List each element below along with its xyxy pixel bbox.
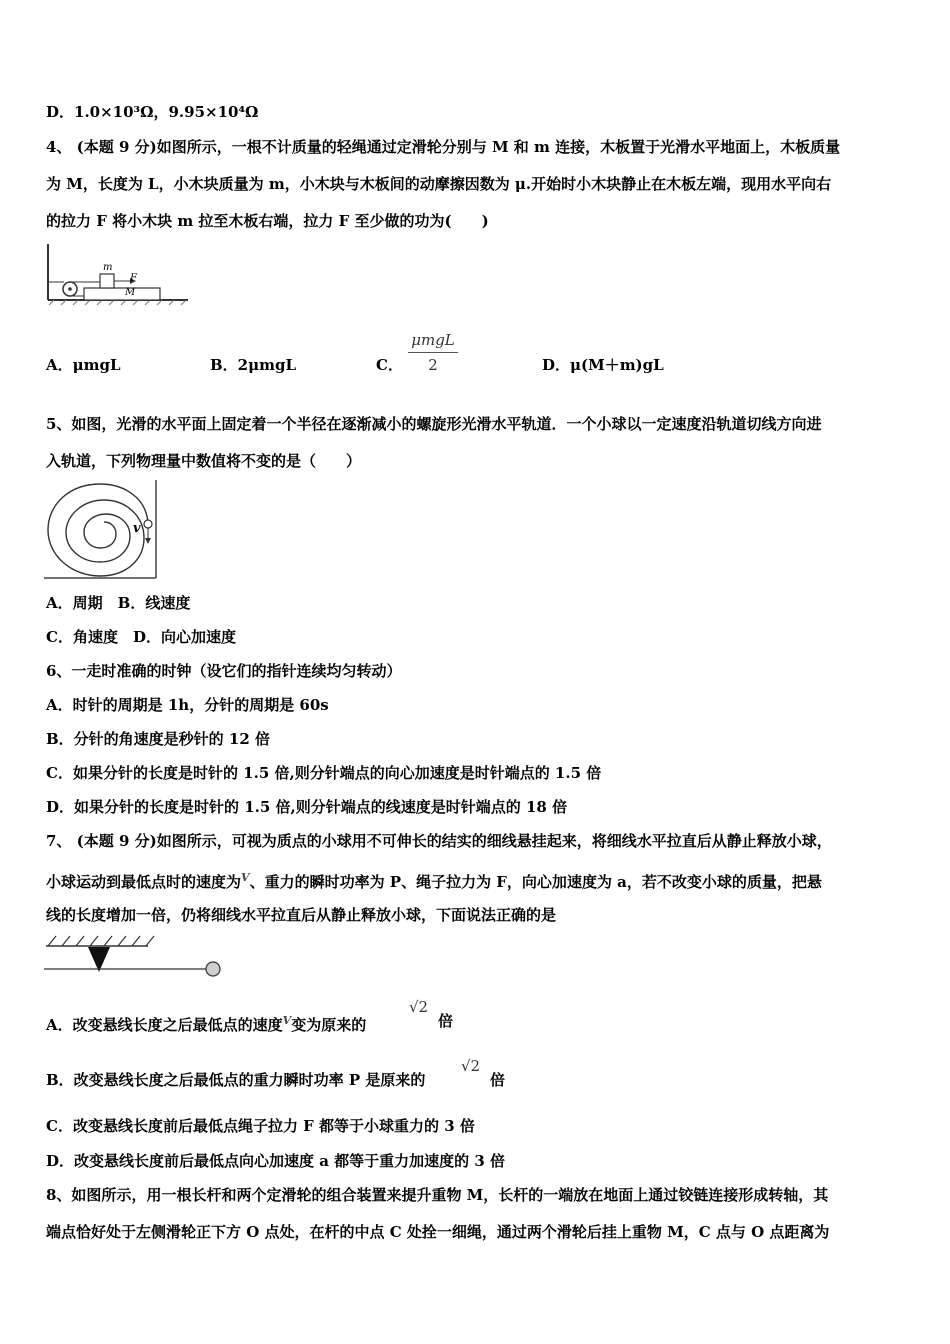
q7-stem-line-2-end: 、重力的瞬时功率为 P、绳子拉力为 F，向心加速度为 a，若不改变小球的质量，把悬 bbox=[249, 873, 822, 891]
q5-figure-spiral-track bbox=[44, 480, 160, 580]
q4-option-c-numerator: μmgL bbox=[411, 331, 455, 349]
q7-option-a-end: 倍 bbox=[438, 1012, 454, 1030]
q5-figure-label-v: v bbox=[133, 521, 141, 536]
q7-option-b: B．改变悬线长度之后最低点的重力瞬时功率 P 是原来的 bbox=[46, 1071, 426, 1089]
q6-stem: 6、一走时准确的时钟（设它们的指针连续均匀转动） bbox=[46, 662, 402, 680]
q5-stem-line-2: 入轨道，下列物理量中数值将不变的是（ ） bbox=[46, 452, 362, 470]
q5-options-c-d: C．角速度 D．向心加速度 bbox=[46, 628, 236, 646]
q7-option-b-sqrt2: √2 bbox=[461, 1057, 481, 1075]
q7-option-a bbox=[46, 1011, 366, 1035]
q7-option-a-middle: 变为原来的 bbox=[291, 1016, 367, 1034]
q4-figure-label-m: m bbox=[103, 262, 113, 273]
q7-option-b-end: 倍 bbox=[490, 1071, 506, 1089]
q7-figure-pendulum bbox=[44, 934, 224, 978]
q5-options-a-b: A．周期 B．线速度 bbox=[46, 594, 191, 612]
q4-option-a: A．μmgL bbox=[46, 356, 121, 374]
q4-option-c-denominator: 2 bbox=[428, 356, 438, 374]
q4-stem-line-3: 的拉力 F 将小木块 m 拉至木板右端，拉力 F 至少做的功为( ) bbox=[46, 212, 489, 230]
q7-option-d: D．改变悬线长度前后最低点向心加速度 a 都等于重力加速度的 3 倍 bbox=[46, 1152, 506, 1170]
q4-option-d: D．μ(M＋m)gL bbox=[542, 356, 664, 374]
q5-stem-line-1: 5、如图，光滑的水平面上固定着一个半径在逐渐减小的螺旋形光滑水平轨道．一个小球以一定速度沿轨道切线方向进 bbox=[46, 415, 822, 433]
q7-stem-line-1: 7、 (本题 9 分)如图所示，可视为质点的小球用不可伸长的结实的细线悬挂起来，将细线水平拉直后从静止释放小球， bbox=[46, 832, 832, 850]
q7-stem-line-2-start: 小球运动到最低点时的速度为 bbox=[46, 873, 242, 891]
q6-option-b: B．分针的角速度是秒针的 12 倍 bbox=[46, 730, 270, 748]
q4-stem-line-2: 为 M，长度为 L，小木块质量为 m，小木块与木板间的动摩擦因数为 μ.开始时小木块静止在木板左端，现用水平向右 bbox=[46, 175, 832, 193]
q3-option-d: D．1.0×10³Ω，9.95×10⁴Ω bbox=[46, 103, 259, 121]
q4-stem-line-1: 4、 (本题 9 分)如图所示，一根不计质量的轻绳通过定滑轮分别与 M 和 m 连接，木板置于光滑水平地面上，木板质量 bbox=[46, 138, 841, 156]
q6-option-d: D．如果分针的长度是时针的 1.5 倍,则分针端点的线速度是时针端点的 18 倍 bbox=[46, 798, 568, 816]
q7-option-c: C．改变悬线长度前后最低点绳子拉力 F 都等于小球重力的 3 倍 bbox=[46, 1117, 475, 1135]
q7-option-a-velocity-symbol: V bbox=[282, 1014, 292, 1027]
q4-option-b: B．2μmgL bbox=[210, 356, 297, 374]
q8-stem-line-1: 8、如图所示，用一根长杆和两个定滑轮的组合装置来提升重物 M，长杆的一端放在地面上通过铰链连接形成转轴，其 bbox=[46, 1186, 829, 1204]
q8-stem-line-2: 端点恰好处于左侧滑轮正下方 O 点处，在杆的中点 C 处拴一细绳，通过两个滑轮后挂上重物 M，C 点与 O 点距离为 bbox=[46, 1223, 830, 1241]
q4-figure-label-big-m: M bbox=[125, 287, 136, 298]
q7-velocity-symbol: V bbox=[241, 871, 250, 884]
q4-figure-label-f: F bbox=[130, 273, 137, 284]
q4-option-c-fraction-bar bbox=[408, 352, 458, 353]
q6-option-a: A．时针的周期是 1h，分针的周期是 60s bbox=[46, 696, 329, 714]
q7-option-a-start: A．改变悬线长度之后最低点的速度 bbox=[46, 1016, 283, 1034]
q7-option-a-sqrt2: √2 bbox=[409, 998, 429, 1016]
q6-option-c: C．如果分针的长度是时针的 1.5 倍,则分针端点的向心加速度是时针端点的 1.5 倍 bbox=[46, 764, 602, 782]
q4-figure-pulley-board bbox=[44, 244, 190, 306]
q7-stem-line-2 bbox=[46, 868, 822, 892]
q7-stem-line-3: 线的长度增加一倍，仍将细线水平拉直后从静止释放小球，下面说法正确的是 bbox=[46, 906, 557, 924]
q4-option-c-prefix: C． bbox=[376, 356, 403, 374]
